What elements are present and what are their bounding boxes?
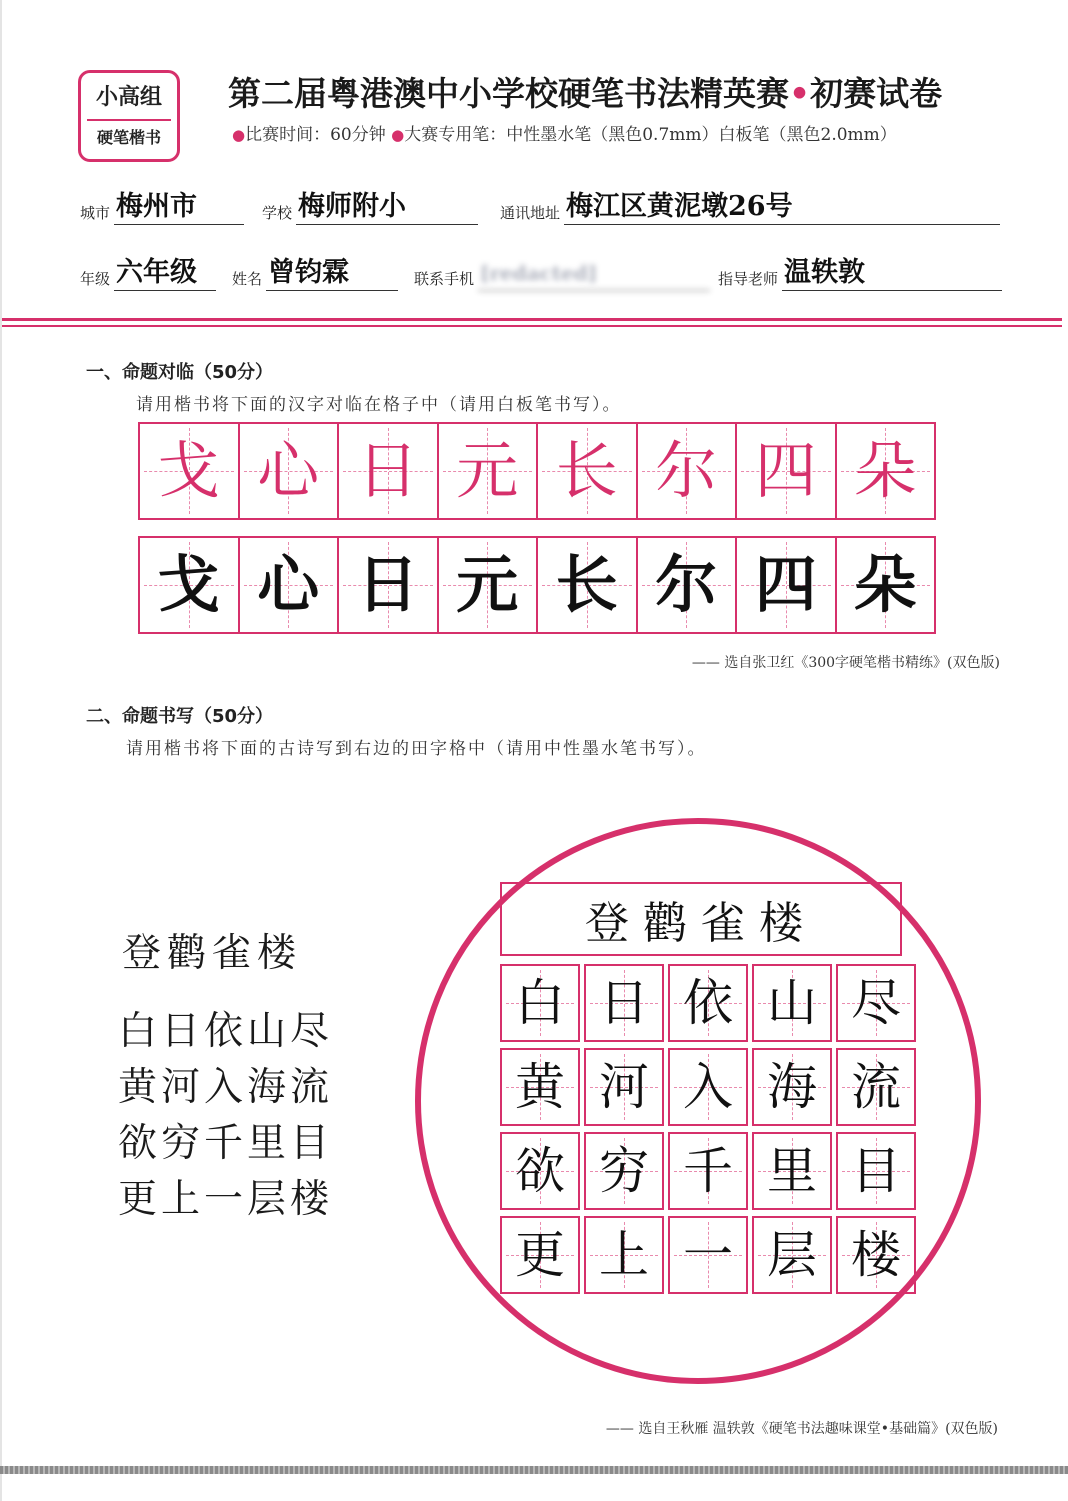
poem-cell[interactable] — [584, 964, 664, 1042]
title-main: 第二届粤港澳中小学校硬笔书法精英赛 — [228, 74, 789, 113]
school-label: 学校 — [262, 204, 293, 222]
poem-line: 黄河入海流 — [118, 1065, 334, 1110]
poem-cell[interactable] — [584, 1048, 664, 1126]
practice-cell[interactable] — [140, 536, 240, 634]
written-char: 河 — [599, 1058, 649, 1116]
category-badge — [78, 70, 180, 162]
grid-row — [500, 1048, 920, 1126]
bullet-dot-1: ● — [232, 126, 246, 144]
poem-cell[interactable] — [668, 1216, 748, 1294]
poem-line: 更上一层楼 — [118, 1177, 334, 1222]
poem-cell[interactable] — [752, 1132, 832, 1210]
model-char: 朵 — [854, 434, 917, 507]
model-cell — [439, 422, 539, 520]
practice-cell[interactable] — [339, 536, 439, 634]
practice-cell[interactable] — [240, 536, 340, 634]
city-label: 城市 — [80, 204, 111, 222]
poem-cell[interactable] — [500, 1216, 580, 1294]
poem-cell[interactable] — [752, 1048, 832, 1126]
written-char: 海 — [767, 1058, 817, 1116]
city-value[interactable]: 梅州市 — [114, 190, 244, 225]
name-value[interactable]: 曾钧霖 — [266, 256, 398, 291]
section1-instruction: 请用楷书将下面的汉字对临在格子中（请用白板笔书写）。 — [136, 395, 622, 415]
title-dot: • — [789, 74, 811, 113]
poem-cell[interactable] — [668, 1048, 748, 1126]
model-cell — [140, 422, 240, 520]
bullet-dot-2: ● — [391, 126, 405, 144]
practice-grid — [138, 536, 936, 634]
written-char: 层 — [767, 1226, 817, 1284]
name-field — [232, 256, 398, 291]
poem-line: 白日依山尽 — [118, 1009, 334, 1054]
scan-edge — [0, 0, 2, 1501]
poem-cell[interactable] — [836, 964, 916, 1042]
model-grid — [138, 422, 936, 520]
grid-row — [500, 1132, 920, 1210]
grade-label: 年级 — [80, 270, 111, 288]
written-char: 朵 — [854, 548, 917, 621]
school-value[interactable]: 梅师附小 — [296, 190, 478, 225]
written-char: 更 — [515, 1226, 565, 1284]
phone-value[interactable]: [redacted] — [478, 256, 710, 291]
model-cell — [837, 422, 937, 520]
written-char: 楼 — [851, 1226, 901, 1284]
model-char: 长 — [555, 434, 618, 507]
written-char: 元 — [456, 548, 519, 621]
written-char: 白 — [515, 974, 565, 1032]
written-char: 黄 — [515, 1058, 565, 1116]
poem-line: 欲穷千里目 — [118, 1121, 334, 1166]
grid-row — [500, 1216, 920, 1294]
page-subtitle — [232, 120, 897, 145]
phone-label: 联系手机 — [414, 270, 475, 288]
title-suffix: 初赛试卷 — [810, 74, 943, 113]
poem-cell[interactable] — [500, 1132, 580, 1210]
written-poem-title[interactable]: 登鹳雀楼 — [500, 882, 902, 956]
written-char: 目 — [851, 1142, 901, 1200]
written-char: 千 — [683, 1142, 733, 1200]
city-field — [80, 190, 244, 225]
written-char: 流 — [851, 1058, 901, 1116]
written-char: 戈 — [157, 548, 220, 621]
model-cell — [339, 422, 439, 520]
page-title — [228, 68, 942, 115]
school-field — [262, 190, 478, 225]
poem-cell[interactable] — [668, 1132, 748, 1210]
address-value[interactable]: 梅江区黄泥墩26号 — [564, 190, 1000, 225]
practice-cell[interactable] — [638, 536, 738, 634]
model-char: 戈 — [157, 434, 220, 507]
teacher-value[interactable]: 温轶敦 — [782, 256, 1002, 291]
badge-style-label: 硬笔楷书 — [96, 128, 161, 147]
section2-instruction: 请用楷书将下面的古诗写到右边的田字格中（请用中性墨水笔书写）。 — [126, 739, 707, 759]
model-char: 四 — [754, 434, 817, 507]
poem-cell[interactable] — [752, 1216, 832, 1294]
poem-cell[interactable] — [752, 964, 832, 1042]
grade-value[interactable]: 六年级 — [114, 256, 216, 291]
header-rule-bottom — [2, 325, 1062, 327]
subtitle-time: 比赛时间：60分钟 — [245, 125, 386, 145]
model-cell — [638, 422, 738, 520]
section1-title: 一、命题对临（50分） — [86, 362, 274, 383]
written-char: 尽 — [851, 974, 901, 1032]
grid-row — [500, 964, 920, 1042]
section2-title: 二、命题书写（50分） — [86, 706, 274, 727]
written-char: 依 — [683, 974, 733, 1032]
model-cell — [737, 422, 837, 520]
written-char: 日 — [356, 548, 419, 621]
written-char: 四 — [754, 548, 817, 621]
poem-cell[interactable] — [836, 1216, 916, 1294]
model-char: 元 — [456, 434, 519, 507]
header-rule-top — [2, 318, 1062, 321]
badge-divider — [87, 119, 171, 121]
poem-cell[interactable] — [836, 1048, 916, 1126]
written-char: 尔 — [655, 548, 718, 621]
poem-cell[interactable] — [668, 964, 748, 1042]
scan-bottom-edge — [0, 1466, 1068, 1474]
phone-field — [414, 256, 710, 291]
written-char: 一 — [683, 1226, 733, 1284]
subtitle-pens: 大赛专用笔：中性墨水笔（黑色0.7mm）白板笔（黑色2.0mm） — [404, 125, 897, 145]
model-char: 尔 — [655, 434, 718, 507]
teacher-label: 指导老师 — [718, 270, 779, 288]
model-char: 日 — [356, 434, 419, 507]
model-cell — [538, 422, 638, 520]
poem-cell[interactable] — [500, 1048, 580, 1126]
teacher-field — [718, 256, 1002, 291]
poem-cell[interactable] — [500, 964, 580, 1042]
poem-cell[interactable] — [836, 1132, 916, 1210]
written-char: 山 — [767, 974, 817, 1032]
written-char: 欲 — [515, 1142, 565, 1200]
written-char: 穷 — [599, 1142, 649, 1200]
address-label: 通讯地址 — [500, 204, 561, 222]
written-char: 上 — [599, 1226, 649, 1284]
written-char: 入 — [683, 1058, 733, 1116]
written-char: 心 — [257, 548, 320, 621]
address-field — [500, 190, 1000, 225]
poem-title: 登鹳雀楼 — [122, 931, 303, 976]
model-char: 心 — [257, 434, 320, 507]
practice-cell[interactable] — [439, 536, 539, 634]
poem-writing-grid — [500, 964, 920, 1300]
written-char: 长 — [555, 548, 618, 621]
poem-cell[interactable] — [584, 1132, 664, 1210]
section2-source: —— 选自王秋雁 温轶敦《硬笔书法趣味课堂•基础篇》(双色版) — [605, 1421, 998, 1437]
grade-field — [80, 256, 216, 291]
model-cell — [240, 422, 340, 520]
practice-cell[interactable] — [538, 536, 638, 634]
poem-cell[interactable] — [584, 1216, 664, 1294]
written-char: 里 — [767, 1142, 817, 1200]
practice-cell[interactable] — [737, 536, 837, 634]
name-label: 姓名 — [232, 270, 263, 288]
section1-source: —— 选自张卫红《300字硬笔楷书精练》(双色版) — [691, 655, 1000, 671]
written-char: 日 — [599, 974, 649, 1032]
practice-cell[interactable] — [837, 536, 937, 634]
badge-group-label: 小高组 — [95, 85, 162, 110]
